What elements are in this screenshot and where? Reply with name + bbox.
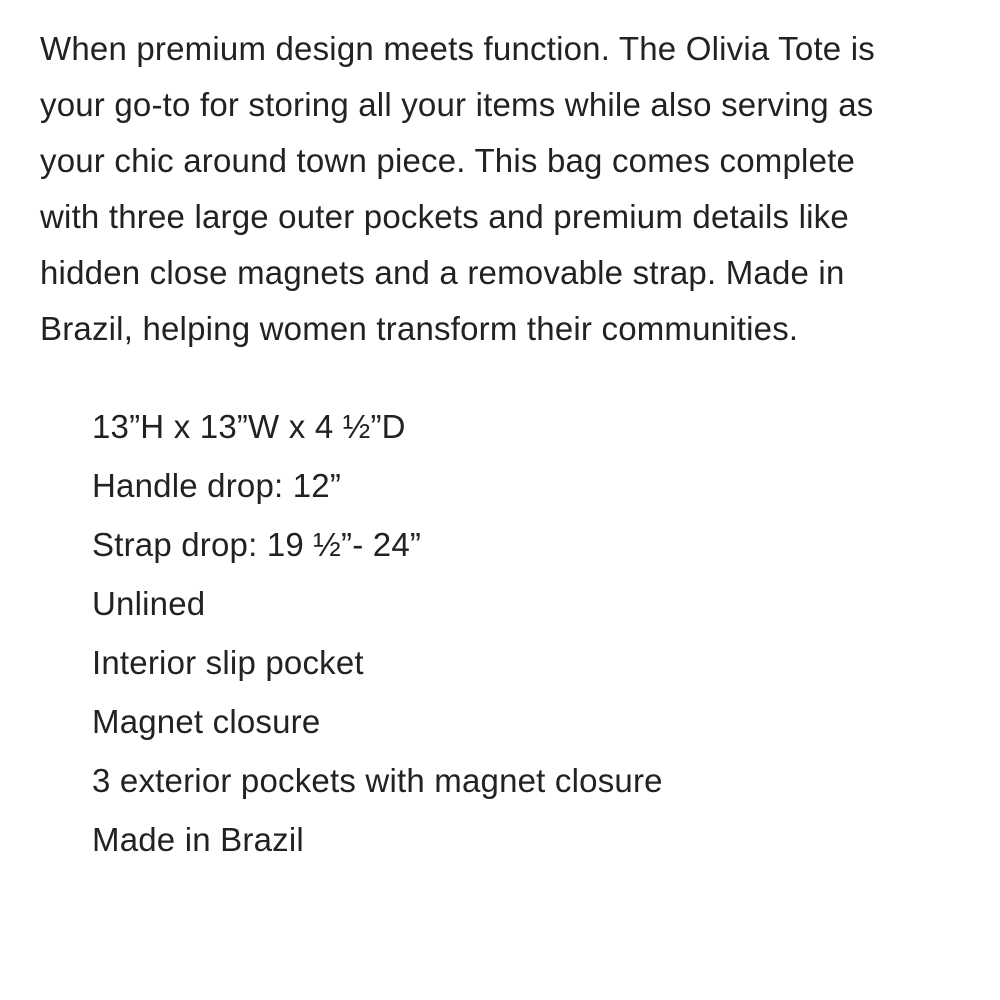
spec-item-strap-drop: Strap drop: 19 ½”- 24”	[92, 526, 422, 563]
description-line-5: hidden close magnets and a removable strap. Made in	[40, 254, 845, 291]
description-line-2: your go-to for storing all your items while also serving as	[40, 86, 874, 123]
spec-item-exterior-pockets: 3 exterior pockets with magnet closure	[92, 762, 663, 799]
spec-item-interior-pocket: Interior slip pocket	[92, 644, 364, 681]
description-line-6: Brazil, helping women transform their communities.	[40, 310, 799, 347]
description-line-3: your chic around town piece. This bag comes complete	[40, 142, 856, 179]
spec-item-dimensions: 13”H x 13”W x 4 ½”D	[92, 408, 406, 445]
description-line-1: When premium design meets function. The Olivia Tote is	[40, 30, 875, 67]
spec-item-closure: Magnet closure	[92, 703, 321, 740]
description-line-4: with three large outer pockets and premium details like	[40, 198, 849, 235]
spec-item-origin: Made in Brazil	[92, 821, 304, 858]
spec-list	[92, 397, 663, 869]
spec-item-handle-drop: Handle drop: 12”	[92, 467, 342, 504]
spec-item-lining: Unlined	[92, 585, 206, 622]
description-paragraph	[40, 21, 875, 357]
